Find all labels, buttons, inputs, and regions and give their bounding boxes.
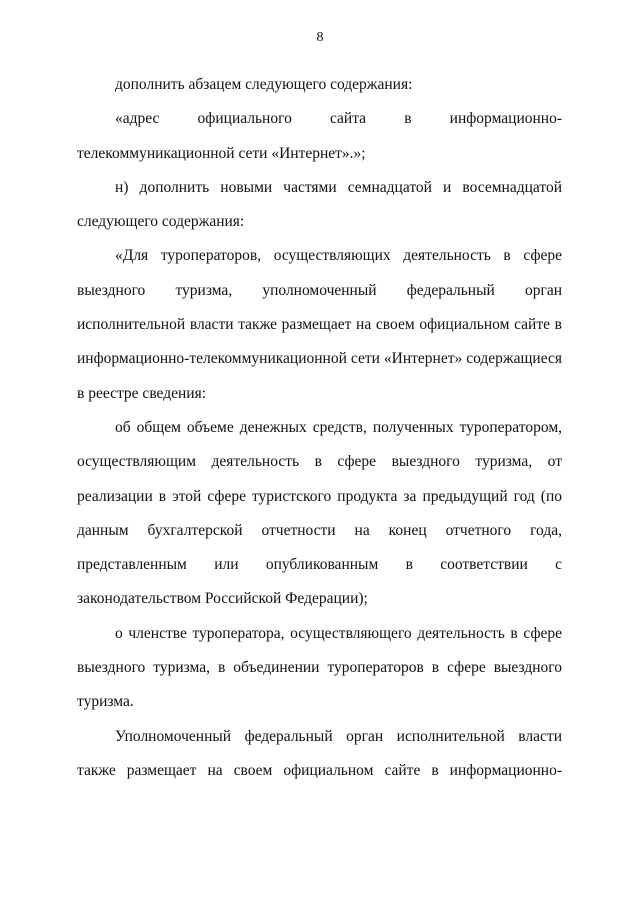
paragraph-1: дополнить абзацем следующего содержания:: [115, 76, 413, 93]
paragraph-4: «Для туроператоров, осуществляющих деятельность в сфере выездного туризма, уполномоченный федеральный орган исполнительной власти также размещает на своем официальном сайте в информационно-телекоммуникационной сети «Интернет» содержащиеся в реестре сведения:: [77, 247, 562, 402]
paragraph-6: о членстве туроператора, осуществляющего деятельность в сфере выездного туризма, в объединении туроператоров в сфере выездного туризма.: [77, 624, 562, 711]
page-number: 8: [316, 30, 324, 45]
paragraph-3: н) дополнить новыми частями семнадцатой и восемнадцатой следующего содержания:: [77, 178, 562, 231]
paragraph-2: «адрес официального сайта в информационно-телекоммуникационной сети «Интернет».»;: [77, 110, 562, 162]
document-body: [77, 68, 562, 788]
paragraph-7: Уполномоченный федеральный орган исполнительной власти также размещает на своем официальном сайте в информационно-: [77, 727, 562, 779]
paragraph-5: об общем объеме денежных средств, полученных туроператором, осуществляющим деятельность в сфере выездного туризма, от реализации в этой сфере туристского продукта за предыдущий год (по данным бухгалтерской отчетности на конец отчетного года, представленным или опубликованным в соответствии с законодательством Российской Федерации);: [77, 418, 562, 608]
